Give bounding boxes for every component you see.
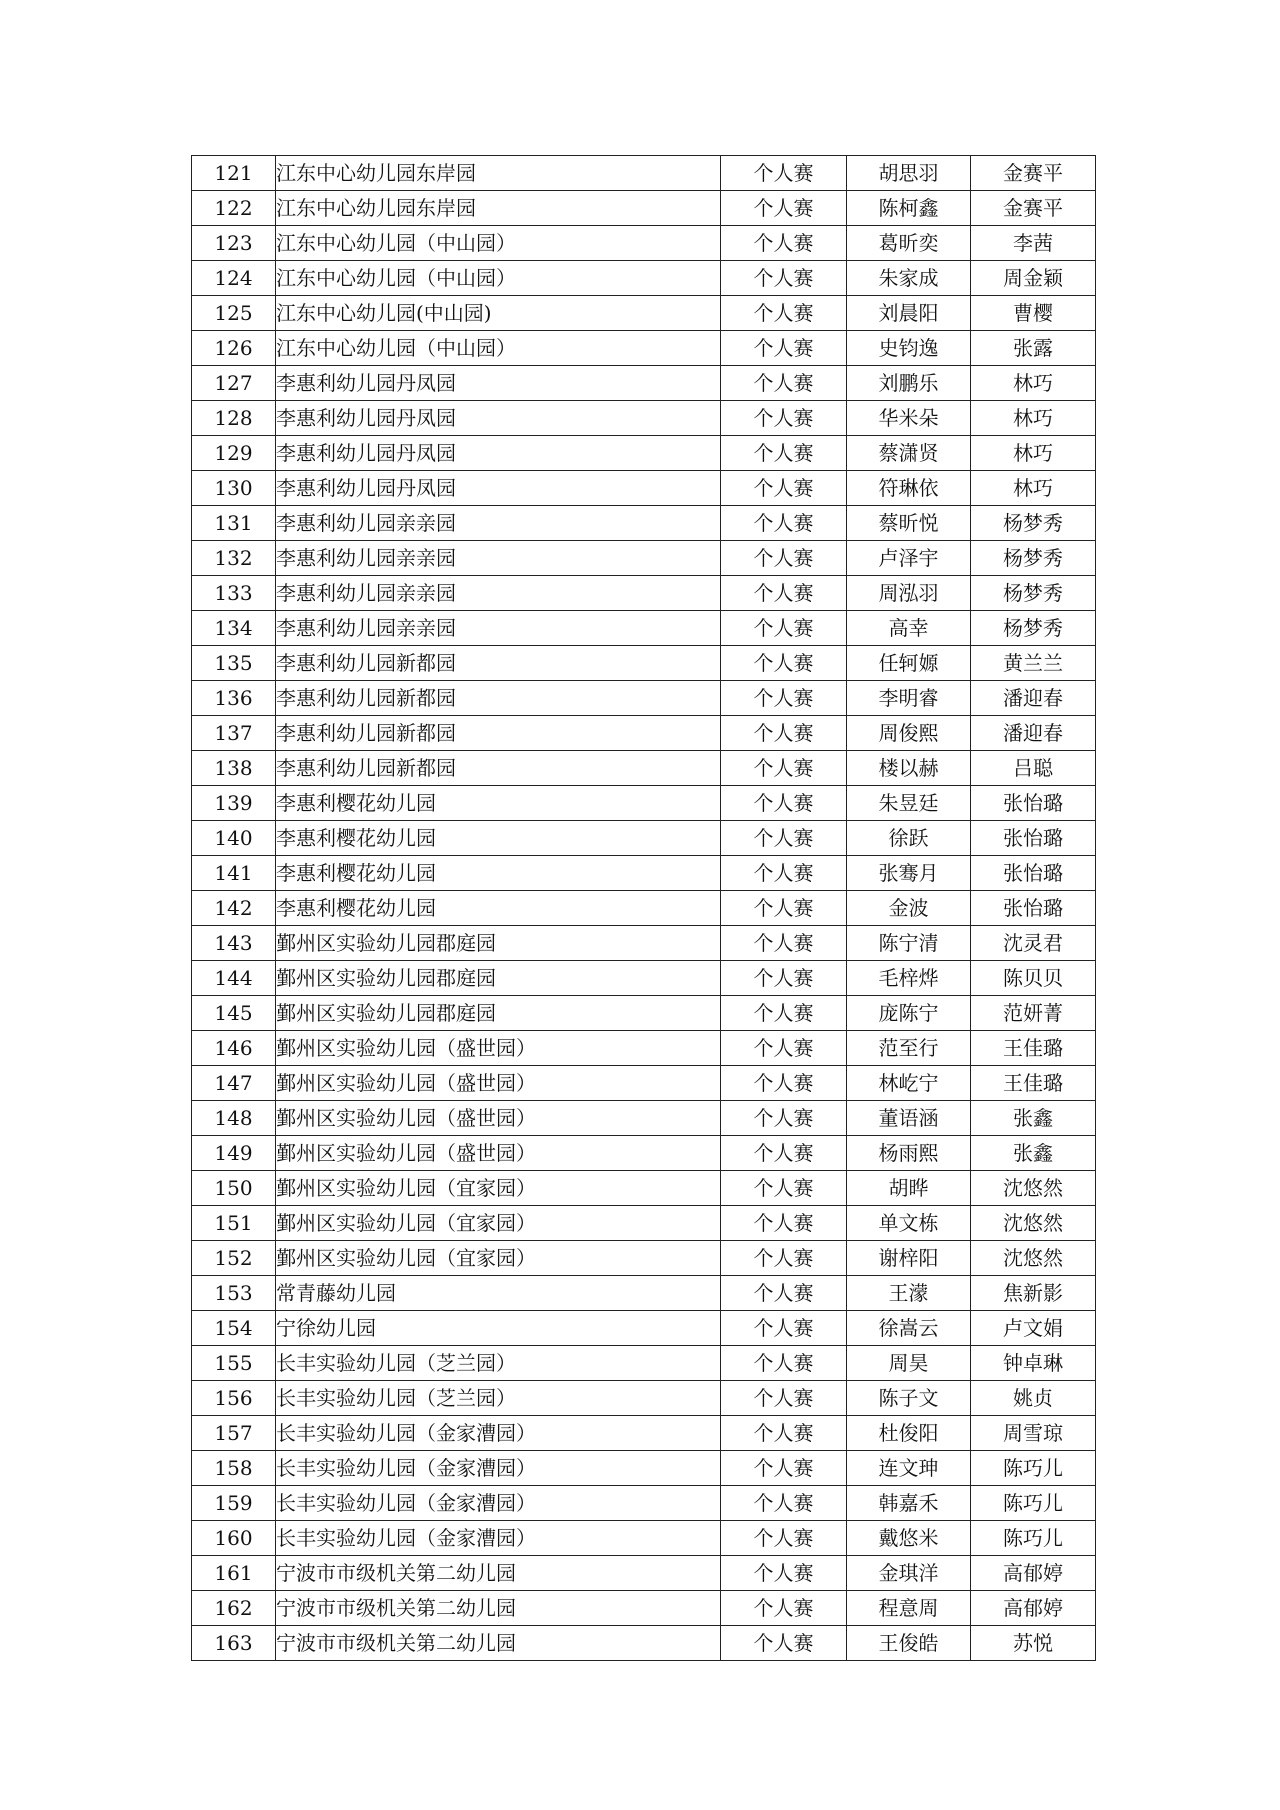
table-row [192, 891, 1096, 926]
cell-student: 符琳依 [847, 471, 971, 506]
table-row [192, 1626, 1096, 1661]
table-row [192, 961, 1096, 996]
cell-student: 王俊皓 [847, 1626, 971, 1661]
cell-teacher: 沈悠然 [971, 1171, 1096, 1206]
cell-student: 葛昕奕 [847, 226, 971, 261]
cell-student: 毛梓烨 [847, 961, 971, 996]
cell-event-type: 个人赛 [721, 506, 847, 541]
cell-student: 高幸 [847, 611, 971, 646]
cell-event-type: 个人赛 [721, 226, 847, 261]
cell-kindergarten: 宁波市市级机关第二幼儿园 [276, 1591, 721, 1626]
table-row [192, 716, 1096, 751]
cell-student: 程意周 [847, 1591, 971, 1626]
cell-student: 胡思羽 [847, 156, 971, 191]
table-row [192, 786, 1096, 821]
cell-teacher: 张怡璐 [971, 821, 1096, 856]
cell-event-type: 个人赛 [721, 646, 847, 681]
cell-student: 史钧逸 [847, 331, 971, 366]
cell-teacher: 周雪琼 [971, 1416, 1096, 1451]
table-row [192, 1416, 1096, 1451]
cell-teacher: 范妍菁 [971, 996, 1096, 1031]
cell-number: 154 [192, 1311, 276, 1346]
cell-student: 陈宁清 [847, 926, 971, 961]
cell-event-type: 个人赛 [721, 716, 847, 751]
cell-teacher: 卢文娟 [971, 1311, 1096, 1346]
cell-student: 韩嘉禾 [847, 1486, 971, 1521]
cell-number: 155 [192, 1346, 276, 1381]
cell-number: 121 [192, 156, 276, 191]
cell-event-type: 个人赛 [721, 1031, 847, 1066]
table-row [192, 436, 1096, 471]
cell-student: 王濛 [847, 1276, 971, 1311]
cell-event-type: 个人赛 [721, 1416, 847, 1451]
table-row [192, 401, 1096, 436]
cell-kindergarten: 李惠利幼儿园亲亲园 [276, 576, 721, 611]
cell-teacher: 陈巧儿 [971, 1521, 1096, 1556]
cell-number: 156 [192, 1381, 276, 1416]
cell-event-type: 个人赛 [721, 366, 847, 401]
cell-number: 157 [192, 1416, 276, 1451]
cell-event-type: 个人赛 [721, 401, 847, 436]
cell-kindergarten: 江东中心幼儿园(中山园) [276, 296, 721, 331]
cell-number: 127 [192, 366, 276, 401]
cell-number: 124 [192, 261, 276, 296]
cell-event-type: 个人赛 [721, 751, 847, 786]
cell-student: 杜俊阳 [847, 1416, 971, 1451]
cell-teacher: 苏悦 [971, 1626, 1096, 1661]
table-row [192, 1171, 1096, 1206]
cell-kindergarten: 宁波市市级机关第二幼儿园 [276, 1556, 721, 1591]
cell-event-type: 个人赛 [721, 1101, 847, 1136]
cell-student: 朱昱廷 [847, 786, 971, 821]
cell-kindergarten: 鄞州区实验幼儿园（盛世园） [276, 1101, 721, 1136]
cell-teacher: 张怡璐 [971, 786, 1096, 821]
table-row [192, 751, 1096, 786]
cell-teacher: 陈贝贝 [971, 961, 1096, 996]
cell-teacher: 曹樱 [971, 296, 1096, 331]
cell-event-type: 个人赛 [721, 611, 847, 646]
cell-event-type: 个人赛 [721, 1241, 847, 1276]
cell-kindergarten: 长丰实验幼儿园（金家漕园） [276, 1486, 721, 1521]
cell-student: 蔡潇贤 [847, 436, 971, 471]
cell-kindergarten: 鄞州区实验幼儿园（宜家园） [276, 1241, 721, 1276]
cell-teacher: 杨梦秀 [971, 576, 1096, 611]
cell-event-type: 个人赛 [721, 1066, 847, 1101]
cell-student: 刘鹏乐 [847, 366, 971, 401]
cell-number: 132 [192, 541, 276, 576]
cell-teacher: 沈灵君 [971, 926, 1096, 961]
cell-kindergarten: 李惠利幼儿园丹凤园 [276, 436, 721, 471]
cell-student: 朱家成 [847, 261, 971, 296]
cell-kindergarten: 宁波市市级机关第二幼儿园 [276, 1626, 721, 1661]
table-row [192, 1136, 1096, 1171]
cell-event-type: 个人赛 [721, 1206, 847, 1241]
cell-event-type: 个人赛 [721, 541, 847, 576]
cell-kindergarten: 李惠利樱花幼儿园 [276, 891, 721, 926]
cell-kindergarten: 鄞州区实验幼儿园（盛世园） [276, 1031, 721, 1066]
table-row [192, 1486, 1096, 1521]
table-row [192, 611, 1096, 646]
cell-event-type: 个人赛 [721, 156, 847, 191]
cell-kindergarten: 李惠利幼儿园亲亲园 [276, 541, 721, 576]
cell-event-type: 个人赛 [721, 1556, 847, 1591]
table-row [192, 191, 1096, 226]
cell-number: 162 [192, 1591, 276, 1626]
cell-number: 163 [192, 1626, 276, 1661]
cell-kindergarten: 长丰实验幼儿园（金家漕园） [276, 1416, 721, 1451]
cell-teacher: 沈悠然 [971, 1206, 1096, 1241]
cell-number: 141 [192, 856, 276, 891]
cell-student: 周昊 [847, 1346, 971, 1381]
cell-kindergarten: 李惠利樱花幼儿园 [276, 856, 721, 891]
table-row [192, 541, 1096, 576]
cell-teacher: 陈巧儿 [971, 1486, 1096, 1521]
cell-number: 158 [192, 1451, 276, 1486]
cell-student: 张骞月 [847, 856, 971, 891]
cell-kindergarten: 长丰实验幼儿园（芝兰园） [276, 1381, 721, 1416]
cell-event-type: 个人赛 [721, 1346, 847, 1381]
cell-student: 陈柯鑫 [847, 191, 971, 226]
cell-event-type: 个人赛 [721, 1626, 847, 1661]
table-row [192, 996, 1096, 1031]
cell-number: 151 [192, 1206, 276, 1241]
table-row [192, 471, 1096, 506]
cell-kindergarten: 江东中心幼儿园东岸园 [276, 156, 721, 191]
cell-number: 131 [192, 506, 276, 541]
cell-event-type: 个人赛 [721, 926, 847, 961]
cell-number: 136 [192, 681, 276, 716]
cell-number: 137 [192, 716, 276, 751]
roster-table-body [192, 156, 1096, 1661]
cell-teacher: 王佳璐 [971, 1066, 1096, 1101]
table-row [192, 1101, 1096, 1136]
cell-number: 134 [192, 611, 276, 646]
cell-number: 146 [192, 1031, 276, 1066]
cell-student: 华米朵 [847, 401, 971, 436]
cell-teacher: 张怡璐 [971, 891, 1096, 926]
cell-student: 楼以赫 [847, 751, 971, 786]
cell-teacher: 林巧 [971, 436, 1096, 471]
cell-teacher: 周金颖 [971, 261, 1096, 296]
cell-event-type: 个人赛 [721, 1311, 847, 1346]
cell-student: 徐嵩云 [847, 1311, 971, 1346]
cell-event-type: 个人赛 [721, 436, 847, 471]
cell-teacher: 张鑫 [971, 1136, 1096, 1171]
cell-event-type: 个人赛 [721, 891, 847, 926]
cell-number: 148 [192, 1101, 276, 1136]
cell-event-type: 个人赛 [721, 576, 847, 611]
cell-student: 陈子文 [847, 1381, 971, 1416]
cell-number: 161 [192, 1556, 276, 1591]
table-row [192, 226, 1096, 261]
cell-kindergarten: 李惠利幼儿园亲亲园 [276, 506, 721, 541]
cell-student: 李明睿 [847, 681, 971, 716]
cell-teacher: 姚贞 [971, 1381, 1096, 1416]
cell-number: 135 [192, 646, 276, 681]
cell-teacher: 陈巧儿 [971, 1451, 1096, 1486]
cell-event-type: 个人赛 [721, 1136, 847, 1171]
cell-kindergarten: 李惠利幼儿园丹凤园 [276, 366, 721, 401]
cell-teacher: 金赛平 [971, 191, 1096, 226]
cell-kindergarten: 长丰实验幼儿园（芝兰园） [276, 1346, 721, 1381]
cell-teacher: 王佳璐 [971, 1031, 1096, 1066]
cell-event-type: 个人赛 [721, 1521, 847, 1556]
cell-event-type: 个人赛 [721, 296, 847, 331]
cell-event-type: 个人赛 [721, 471, 847, 506]
cell-number: 122 [192, 191, 276, 226]
cell-teacher: 杨梦秀 [971, 611, 1096, 646]
table-row [192, 681, 1096, 716]
cell-kindergarten: 常青藤幼儿园 [276, 1276, 721, 1311]
cell-kindergarten: 李惠利幼儿园新都园 [276, 681, 721, 716]
cell-kindergarten: 李惠利幼儿园新都园 [276, 716, 721, 751]
table-row [192, 156, 1096, 191]
table-row [192, 506, 1096, 541]
cell-teacher: 潘迎春 [971, 681, 1096, 716]
table-row [192, 1066, 1096, 1101]
cell-student: 单文栋 [847, 1206, 971, 1241]
cell-number: 153 [192, 1276, 276, 1311]
cell-teacher: 林巧 [971, 401, 1096, 436]
cell-kindergarten: 宁徐幼儿园 [276, 1311, 721, 1346]
cell-number: 150 [192, 1171, 276, 1206]
cell-number: 143 [192, 926, 276, 961]
cell-kindergarten: 鄞州区实验幼儿园郡庭园 [276, 926, 721, 961]
cell-number: 145 [192, 996, 276, 1031]
cell-event-type: 个人赛 [721, 1486, 847, 1521]
cell-event-type: 个人赛 [721, 996, 847, 1031]
cell-kindergarten: 李惠利幼儿园新都园 [276, 751, 721, 786]
cell-student: 庞陈宁 [847, 996, 971, 1031]
table-row [192, 1521, 1096, 1556]
cell-student: 周泓羽 [847, 576, 971, 611]
cell-kindergarten: 李惠利幼儿园亲亲园 [276, 611, 721, 646]
table-row [192, 1311, 1096, 1346]
table-row [192, 1451, 1096, 1486]
cell-student: 董语涵 [847, 1101, 971, 1136]
table-row [192, 261, 1096, 296]
cell-kindergarten: 鄞州区实验幼儿园郡庭园 [276, 996, 721, 1031]
cell-student: 金波 [847, 891, 971, 926]
table-row [192, 1206, 1096, 1241]
cell-number: 149 [192, 1136, 276, 1171]
table-row [192, 1591, 1096, 1626]
cell-kindergarten: 李惠利樱花幼儿园 [276, 821, 721, 856]
cell-kindergarten: 李惠利幼儿园丹凤园 [276, 401, 721, 436]
cell-kindergarten: 长丰实验幼儿园（金家漕园） [276, 1451, 721, 1486]
cell-kindergarten: 鄞州区实验幼儿园（盛世园） [276, 1136, 721, 1171]
cell-student: 蔡昕悦 [847, 506, 971, 541]
cell-number: 138 [192, 751, 276, 786]
cell-event-type: 个人赛 [721, 1276, 847, 1311]
table-row [192, 1031, 1096, 1066]
table-row [192, 856, 1096, 891]
cell-teacher: 张怡璐 [971, 856, 1096, 891]
table-row [192, 646, 1096, 681]
cell-kindergarten: 鄞州区实验幼儿园（盛世园） [276, 1066, 721, 1101]
cell-student: 徐跃 [847, 821, 971, 856]
cell-teacher: 焦新影 [971, 1276, 1096, 1311]
cell-kindergarten: 长丰实验幼儿园（金家漕园） [276, 1521, 721, 1556]
table-row [192, 926, 1096, 961]
cell-teacher: 杨梦秀 [971, 541, 1096, 576]
cell-number: 144 [192, 961, 276, 996]
cell-teacher: 钟卓琳 [971, 1346, 1096, 1381]
cell-event-type: 个人赛 [721, 821, 847, 856]
cell-teacher: 黄兰兰 [971, 646, 1096, 681]
cell-event-type: 个人赛 [721, 856, 847, 891]
cell-number: 152 [192, 1241, 276, 1276]
cell-student: 连文珅 [847, 1451, 971, 1486]
table-row [192, 821, 1096, 856]
cell-kindergarten: 江东中心幼儿园（中山园） [276, 261, 721, 296]
cell-number: 133 [192, 576, 276, 611]
cell-student: 林屹宁 [847, 1066, 971, 1101]
cell-student: 戴悠米 [847, 1521, 971, 1556]
cell-event-type: 个人赛 [721, 1381, 847, 1416]
cell-student: 卢泽宇 [847, 541, 971, 576]
roster-table [191, 155, 1096, 1661]
cell-event-type: 个人赛 [721, 681, 847, 716]
cell-teacher: 张露 [971, 331, 1096, 366]
cell-number: 139 [192, 786, 276, 821]
cell-teacher: 林巧 [971, 366, 1096, 401]
cell-event-type: 个人赛 [721, 261, 847, 296]
cell-kindergarten: 李惠利樱花幼儿园 [276, 786, 721, 821]
cell-teacher: 高郁婷 [971, 1556, 1096, 1591]
table-row [192, 1381, 1096, 1416]
cell-number: 159 [192, 1486, 276, 1521]
cell-kindergarten: 李惠利幼儿园新都园 [276, 646, 721, 681]
cell-student: 周俊熙 [847, 716, 971, 751]
cell-teacher: 杨梦秀 [971, 506, 1096, 541]
cell-event-type: 个人赛 [721, 1451, 847, 1486]
cell-number: 129 [192, 436, 276, 471]
cell-teacher: 张鑫 [971, 1101, 1096, 1136]
cell-number: 128 [192, 401, 276, 436]
cell-student: 任轲嫄 [847, 646, 971, 681]
cell-student: 范至行 [847, 1031, 971, 1066]
cell-teacher: 林巧 [971, 471, 1096, 506]
cell-teacher: 吕聪 [971, 751, 1096, 786]
cell-teacher: 高郁婷 [971, 1591, 1096, 1626]
cell-teacher: 李茜 [971, 226, 1096, 261]
cell-student: 杨雨熙 [847, 1136, 971, 1171]
cell-student: 胡晔 [847, 1171, 971, 1206]
table-row [192, 366, 1096, 401]
cell-kindergarten: 江东中心幼儿园（中山园） [276, 331, 721, 366]
table-row [192, 1346, 1096, 1381]
cell-student: 刘晨阳 [847, 296, 971, 331]
cell-kindergarten: 鄞州区实验幼儿园郡庭园 [276, 961, 721, 996]
cell-teacher: 潘迎春 [971, 716, 1096, 751]
cell-student: 金琪洋 [847, 1556, 971, 1591]
table-row [192, 1241, 1096, 1276]
table-row [192, 296, 1096, 331]
cell-event-type: 个人赛 [721, 1171, 847, 1206]
cell-number: 125 [192, 296, 276, 331]
cell-kindergarten: 江东中心幼儿园东岸园 [276, 191, 721, 226]
cell-event-type: 个人赛 [721, 191, 847, 226]
cell-event-type: 个人赛 [721, 1591, 847, 1626]
cell-number: 123 [192, 226, 276, 261]
cell-number: 140 [192, 821, 276, 856]
cell-event-type: 个人赛 [721, 961, 847, 996]
cell-number: 126 [192, 331, 276, 366]
cell-kindergarten: 江东中心幼儿园（中山园） [276, 226, 721, 261]
cell-kindergarten: 李惠利幼儿园丹凤园 [276, 471, 721, 506]
table-row [192, 331, 1096, 366]
table-row [192, 1556, 1096, 1591]
cell-event-type: 个人赛 [721, 786, 847, 821]
cell-event-type: 个人赛 [721, 331, 847, 366]
cell-teacher: 金赛平 [971, 156, 1096, 191]
cell-kindergarten: 鄞州区实验幼儿园（宜家园） [276, 1206, 721, 1241]
cell-teacher: 沈悠然 [971, 1241, 1096, 1276]
cell-number: 160 [192, 1521, 276, 1556]
table-row [192, 576, 1096, 611]
cell-number: 147 [192, 1066, 276, 1101]
cell-number: 142 [192, 891, 276, 926]
cell-student: 谢梓阳 [847, 1241, 971, 1276]
table-row [192, 1276, 1096, 1311]
cell-kindergarten: 鄞州区实验幼儿园（宜家园） [276, 1171, 721, 1206]
cell-number: 130 [192, 471, 276, 506]
